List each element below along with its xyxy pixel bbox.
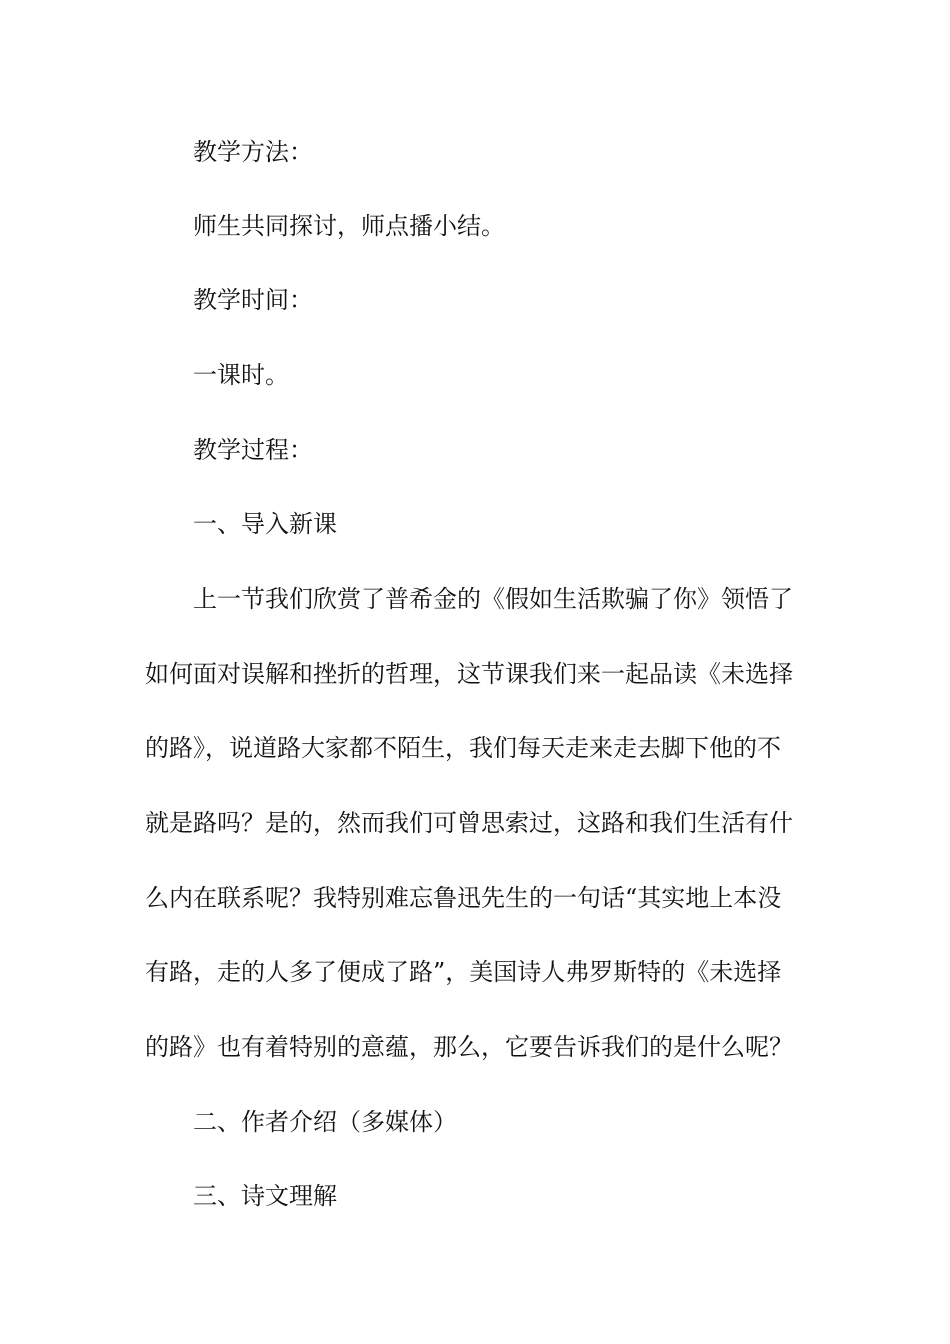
body-line-7: 的路》也有着特别的意蕴，那么，它要告诉我们的是什么呢？ — [145, 1033, 793, 1061]
body-line-2: 如何面对误解和挫折的哲理，这节课我们来一起品读《未选择 — [145, 660, 793, 688]
section-heading-2: 二、作者介绍（多媒体） — [193, 1108, 457, 1136]
section-heading-1: 一、导入新课 — [193, 510, 337, 538]
section-heading-3: 三、诗文理解 — [193, 1182, 337, 1210]
paragraph-teaching-time: 一课时。 — [193, 361, 289, 389]
body-line-1: 上一节我们欣赏了普希金的《假如生活欺骗了你》领悟了 — [193, 585, 793, 613]
heading-teaching-method: 教学方法： — [193, 138, 313, 166]
body-line-3: 的路》，说道路大家都不陌生，我们每天走来走去脚下他的不 — [145, 734, 781, 762]
body-line-5: 么内在联系呢？我特别难忘鲁迅先生的一句话“其实地上本没 — [145, 884, 782, 912]
body-line-4: 就是路吗？是的，然而我们可曾思索过，这路和我们生活有什 — [145, 809, 793, 837]
paragraph-teaching-method: 师生共同探讨，师点播小结。 — [193, 212, 505, 240]
body-line-6: 有路，走的人多了便成了路”，美国诗人弗罗斯特的《未选择 — [145, 958, 782, 986]
heading-teaching-process: 教学过程： — [193, 436, 313, 464]
heading-teaching-time: 教学时间： — [193, 286, 313, 314]
